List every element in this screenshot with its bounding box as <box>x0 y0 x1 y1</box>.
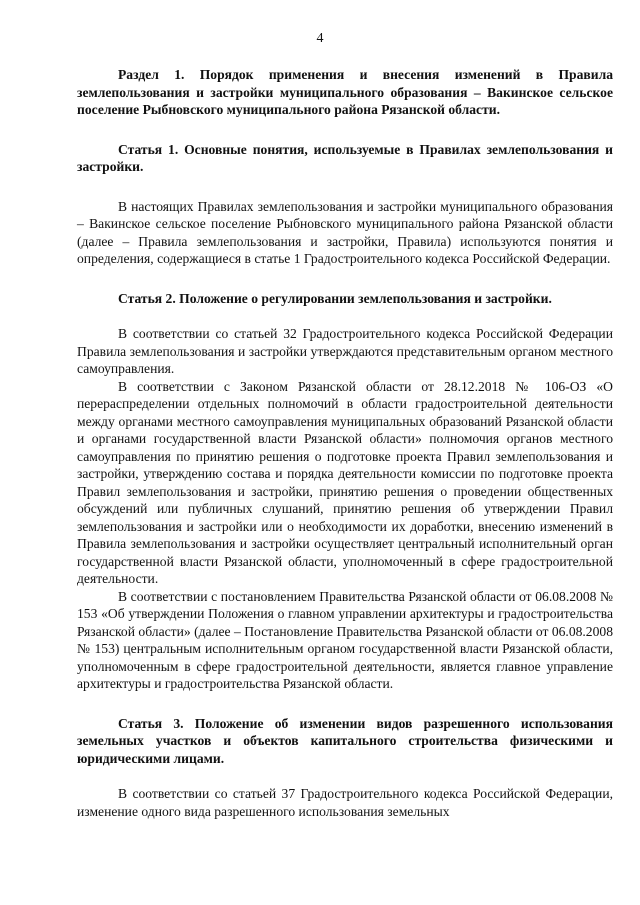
section-heading: Раздел 1. Порядок применения и внесения изменений в Правила землепользования и застройки муниципального образования – Вакинское сельское поселение Рыбновского муниципального района Рязанской области. <box>77 67 613 117</box>
article-1-paragraph: В настоящих Правилах землепользования и застройки муниципального образования – Вакинское сельское поселение Рыбновского муниципального района Рязанской области (далее – Правила землепользования и застройки, Правила) используются понятия и определения, содержащиеся в статье 1 Градостроительного кодекса Российской Федерации. <box>77 198 613 266</box>
article-1-heading: Статья 1. Основные понятия, используемые в Правилах землепользования и застройки. <box>77 141 613 174</box>
article-2-paragraph: В соответствии с Законом Рязанской области от 28.12.2018 № 106-ОЗ «О перераспределении отдельных полномочий в области градостроительной деятельности между органами местного самоуправления муниципальных образований Рязанской области и органами государственной власти Рязанской области» полномочия органов местного самоуправления по принятию решения о подготовке проекта Правил землепользования и застройки, утверждению состава и порядка деятельности комиссии по подготовке проекта Правил землепользования и застройки, принятию решения о проведении общественных обсуждений или публичных слушаний, принятию решения об утверждении Правил землепользования и застройки или о необходимости их доработки, внесению изменений в Правила землепользования и застройки осуществляет центральный исполнительный орган государственной власти Рязанской области, уполномоченный в сфере градостроительной деятельности. <box>77 378 613 586</box>
article-2-paragraph: В соответствии с постановлением Правительства Рязанской области от 06.08.2008 № 153 «Об утверждении Положения о главном управлении архитектуры и градостроительства Рязанской области» (далее – Постановление Правительства Рязанской области от 06.08.2008 № 153) центральным исполнительным органом государственной власти Рязанской области, уполномоченным в сфере градостроительной деятельности, является главное управление архитектуры и градостроительства Рязанской области. <box>77 588 613 691</box>
spacer <box>77 268 613 290</box>
spacer <box>77 767 613 785</box>
spacer <box>77 693 613 715</box>
spacer <box>77 119 613 141</box>
article-3-heading: Статья 3. Положение об изменении видов разрешенного использования земельных участков и объектов капитального строительства физическими и юридическими лицами. <box>77 715 613 766</box>
spacer <box>77 176 613 198</box>
article-2-paragraph: В соответствии со статьей 32 Градостроительного кодекса Российской Федерации Правила землепользования и застройки утверждаются представительным органом местного самоуправления. <box>77 326 613 376</box>
article-2-heading: Статья 2. Положение о регулировании землепользования и застройки. <box>118 290 552 306</box>
article-3-paragraph: В соответствии со статьей 37 Градостроительного кодекса Российской Федерации, изменение одного вида разрешенного использования земельных <box>77 786 613 819</box>
spacer <box>77 307 613 325</box>
page-number: 4 <box>316 31 324 46</box>
document-body <box>77 66 613 820</box>
